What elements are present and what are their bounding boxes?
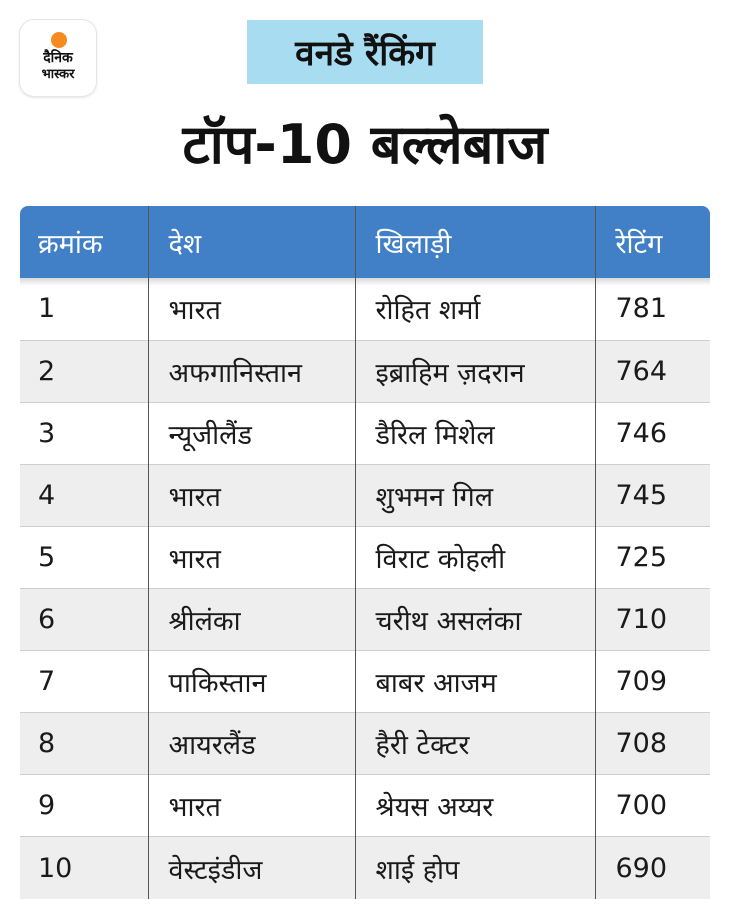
country-cell: अफगानिस्तान xyxy=(148,340,355,402)
table-header-row xyxy=(20,206,710,278)
country-cell: न्यूजीलैंड xyxy=(148,402,355,464)
table-row xyxy=(20,526,710,588)
header-player: खिलाड़ी xyxy=(355,206,595,278)
table-row xyxy=(20,713,710,775)
player-cell: रोहित शर्मा xyxy=(355,278,595,340)
country-cell: भारत xyxy=(148,278,355,340)
rating-cell: 709 xyxy=(615,666,668,698)
table-row xyxy=(20,775,710,837)
player-cell: विराट कोहली xyxy=(355,526,595,588)
table-row xyxy=(20,340,710,402)
rating-cell: 745 xyxy=(615,479,668,511)
rating-cell: 710 xyxy=(615,604,668,636)
rank-cell: 5 xyxy=(20,526,148,588)
table-row xyxy=(20,278,710,340)
rating-cell: 700 xyxy=(615,790,668,822)
page-title: टॉप-10 बल्लेबाज xyxy=(182,113,548,176)
logo-text-line1: दैनिक xyxy=(43,50,73,66)
player-cell: बाबर आजम xyxy=(355,651,595,713)
player-cell: चरीथ असलंका xyxy=(355,588,595,650)
player-cell: शाई होप xyxy=(355,837,595,899)
table-row xyxy=(20,464,710,526)
player-cell: शुभमन गिल xyxy=(355,464,595,526)
rating-cell: 708 xyxy=(615,728,668,760)
rank-cell: 1 xyxy=(20,278,148,340)
country-cell: भारत xyxy=(148,775,355,837)
logo-text-line2: भास्कर xyxy=(41,67,75,82)
country-cell: पाकिस्तान xyxy=(148,651,355,713)
table-row xyxy=(20,402,710,464)
sun-icon xyxy=(51,32,67,48)
rating-cell: 781 xyxy=(595,278,710,340)
country-cell: वेस्टइंडीज xyxy=(148,837,355,899)
player-cell: श्रेयस अय्यर xyxy=(355,775,595,837)
rank-cell: 10 xyxy=(20,837,148,899)
rating-cell: 690 xyxy=(615,852,668,884)
rank-cell: 4 xyxy=(20,464,148,526)
table-row xyxy=(20,651,710,713)
rankings-table xyxy=(20,206,710,899)
header-rank: क्रमांक xyxy=(20,206,148,278)
player-cell: इब्राहिम ज़दरान xyxy=(355,340,595,402)
rank-cell: 6 xyxy=(20,588,148,650)
header-rating: रेटिंग xyxy=(615,228,663,260)
player-cell: डैरिल मिशेल xyxy=(355,402,595,464)
rating-cell: 725 xyxy=(615,541,668,573)
rating-cell: 746 xyxy=(615,417,668,449)
country-cell: आयरलैंड xyxy=(148,713,355,775)
header-country: देश xyxy=(148,206,355,278)
table-row xyxy=(20,588,710,650)
rank-cell: 3 xyxy=(20,402,148,464)
country-cell: श्रीलंका xyxy=(148,588,355,650)
table-row xyxy=(20,837,710,899)
rank-cell: 8 xyxy=(20,713,148,775)
country-cell: भारत xyxy=(148,464,355,526)
dainik-bhaskar-logo xyxy=(20,20,96,96)
category-badge: वनडे रैंकिंग xyxy=(247,20,483,84)
rating-cell: 764 xyxy=(615,355,668,387)
rank-cell: 2 xyxy=(20,340,148,402)
player-cell: हैरी टेक्टर xyxy=(355,713,595,775)
rank-cell: 9 xyxy=(20,775,148,837)
rank-cell: 7 xyxy=(20,651,148,713)
country-cell: भारत xyxy=(148,526,355,588)
